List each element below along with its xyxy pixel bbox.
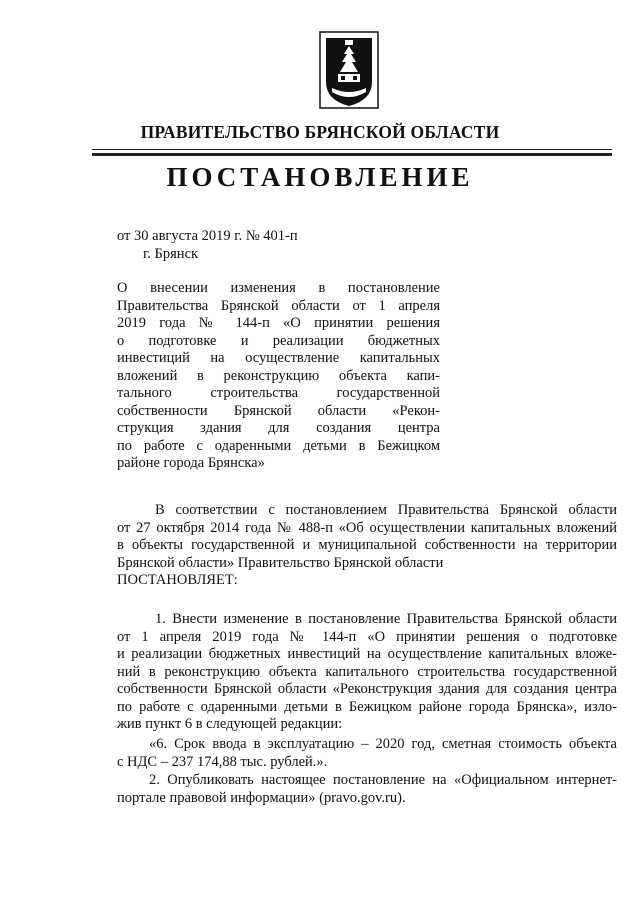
document-type-title: ПОСТАНОВЛЕНИЕ — [166, 162, 474, 192]
body-line: и реализации бюджетных инвестиций на осуществление капитальных вложе- — [117, 646, 617, 662]
header-rule-thin — [92, 149, 612, 150]
body-line: в объекты государственной и муниципальной собственности на территории — [117, 537, 617, 553]
body-line: В соответствии с постановлением Правительства Брянской области — [155, 502, 617, 518]
item-1-paragraph — [117, 611, 617, 734]
body-line: с НДС – 237 174,88 тыс. рублей.». — [117, 753, 328, 770]
header-rule-thick — [92, 153, 612, 156]
item-2-paragraph — [117, 772, 617, 807]
document-subject — [117, 280, 440, 473]
subject-line: О внесении изменения в постановление — [117, 280, 440, 296]
body-line: от 1 апреля 2019 года № 144-п «О принятии решения о подготовке — [117, 628, 617, 645]
body-line: Брянской области» Правительство Брянской области — [117, 554, 444, 571]
body-line: «6. Срок ввода в эксплуатацию – 2020 год, сметная стоимость объекта — [149, 736, 617, 752]
city: г. Брянск — [143, 246, 199, 262]
preamble-paragraph — [117, 502, 617, 590]
subject-line: инвестиций на осуществление капитальных — [117, 350, 440, 366]
subject-line: о подготовке и реализации бюджетных — [117, 332, 440, 349]
body-line: 2. Опубликовать настоящее постановление на «Официальном интернет- — [149, 772, 617, 788]
body-line: от 27 октября 2014 года № 488-п «Об осуществлении капитальных вложений — [117, 519, 617, 536]
subject-line: по работе с одаренными детьми в Бежицком — [117, 437, 440, 454]
body-line: по работе с одаренными детьми в Бежицком районе города Брянска», изло- — [117, 698, 617, 715]
body-line: жив пункт 6 в следующей редакции: — [117, 716, 343, 732]
body-line: собственности Брянской области «Реконструкция здания для создания центра — [117, 681, 617, 697]
subject-line: тального строительства государственной — [117, 385, 440, 401]
government-title: ПРАВИТЕЛЬСТВО БРЯНСКОЙ ОБЛАСТИ — [140, 122, 500, 142]
resolves-word: ПОСТАНОВЛЯЕТ: — [117, 572, 238, 588]
subject-line: струкция здания для создания центра — [117, 420, 440, 436]
body-line: 1. Внести изменение в постановление Правительства Брянской области — [155, 611, 617, 627]
subject-line: Правительства Брянской области от 1 апреля — [117, 297, 440, 314]
coat-of-arms-icon — [318, 30, 380, 110]
body-line: портале правовой информации» (pravo.gov.ru). — [117, 789, 406, 806]
subject-line: вложений в реконструкцию объекта капи- — [117, 367, 440, 384]
subject-line: 2019 года № 144-п «О принятии решения — [117, 315, 440, 331]
quoted-item-6 — [117, 736, 617, 771]
body-line: ний в реконструкцию объекта капитального строительства государственной — [117, 663, 617, 680]
subject-line: собственности Брянской области «Рекон- — [117, 402, 440, 419]
subject-line: районе города Брянска» — [117, 455, 265, 471]
date-and-number: от 30 августа 2019 г. № 401-п — [117, 228, 298, 244]
